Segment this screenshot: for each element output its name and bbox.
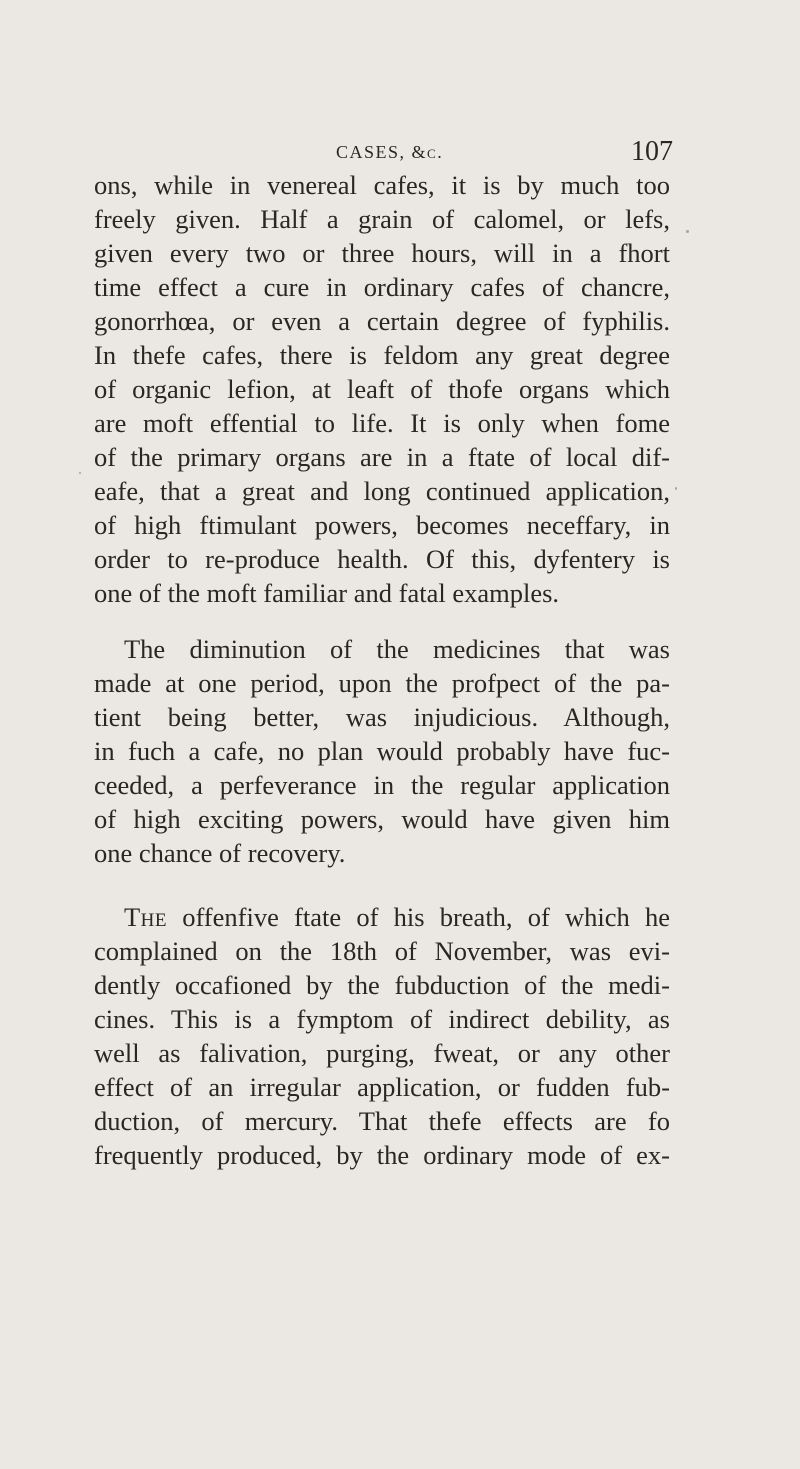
text-line: dently occafioned by the fubduction of the medi- xyxy=(94,970,670,1000)
text-line: are moft effential to life. It is only when fome xyxy=(94,408,670,438)
text-line: tient being better, was injudicious. Although, xyxy=(94,702,670,732)
text-line: ceeded, a perfeverance in the regular application xyxy=(94,770,670,800)
paragraph-2 xyxy=(94,632,670,870)
text-line: of high ftimulant powers, becomes neceffary, in xyxy=(94,510,670,540)
text-line-rest: offenfive ftate of his breath, of which he xyxy=(167,902,670,932)
text-line: in fuch a cafe, no plan would probably have fuc- xyxy=(94,736,670,766)
body-text xyxy=(94,168,670,1172)
text-line: eafe, that a great and long continued application, xyxy=(94,476,670,506)
text-line: frequently produced, by the ordinary mode of ex- xyxy=(94,1140,670,1170)
text-line: made at one period, upon the profpect of the pa- xyxy=(94,668,670,698)
text-line: of organic lefion, at leaft of thofe organs which xyxy=(94,374,670,404)
text-line: complained on the 18th of November, was evi- xyxy=(94,936,670,966)
text-line: of high exciting powers, would have given him xyxy=(94,804,670,834)
paper-speck xyxy=(79,472,81,474)
text-line: given every two or three hours, will in a fhort xyxy=(94,238,670,268)
text-line: gonorrhœa, or even a certain degree of fyphilis. xyxy=(94,306,670,336)
text-line: one chance of recovery. xyxy=(94,838,346,868)
paper-speck xyxy=(686,230,689,233)
paragraph-1 xyxy=(94,168,670,610)
page-number: 107 xyxy=(631,136,673,167)
text-line: cines. This is a fymptom of indirect debility, as xyxy=(94,1004,670,1034)
text-line: freely given. Half a grain of calomel, or lefs, xyxy=(94,204,670,234)
text-line: The diminution of the medicines that was xyxy=(124,634,670,664)
paper-speck xyxy=(675,487,677,490)
lead-word: The xyxy=(124,902,168,932)
text-line: order to re-produce health. Of this, dyfentery is xyxy=(94,544,670,574)
text-line: one of the moft familiar and fatal examples. xyxy=(94,578,560,608)
paragraph-3 xyxy=(94,900,670,1172)
text-line: well as falivation, purging, fweat, or any other xyxy=(94,1038,670,1068)
text-line: of the primary organs are in a ftate of local dif- xyxy=(94,442,670,472)
text-line xyxy=(94,900,670,934)
running-head xyxy=(0,132,800,172)
text-line: time effect a cure in ordinary cafes of chancre, xyxy=(94,272,670,302)
text-line: In thefe cafes, there is feldom any great degree xyxy=(94,340,670,370)
text-line: ons, while in venereal cafes, it is by much too xyxy=(94,170,670,200)
text-line: duction, of mercury. That thefe effects are fo xyxy=(94,1106,670,1136)
text-line: effect of an irregular application, or fudden fub- xyxy=(94,1072,670,1102)
running-title: CASES, &c. xyxy=(336,142,444,162)
